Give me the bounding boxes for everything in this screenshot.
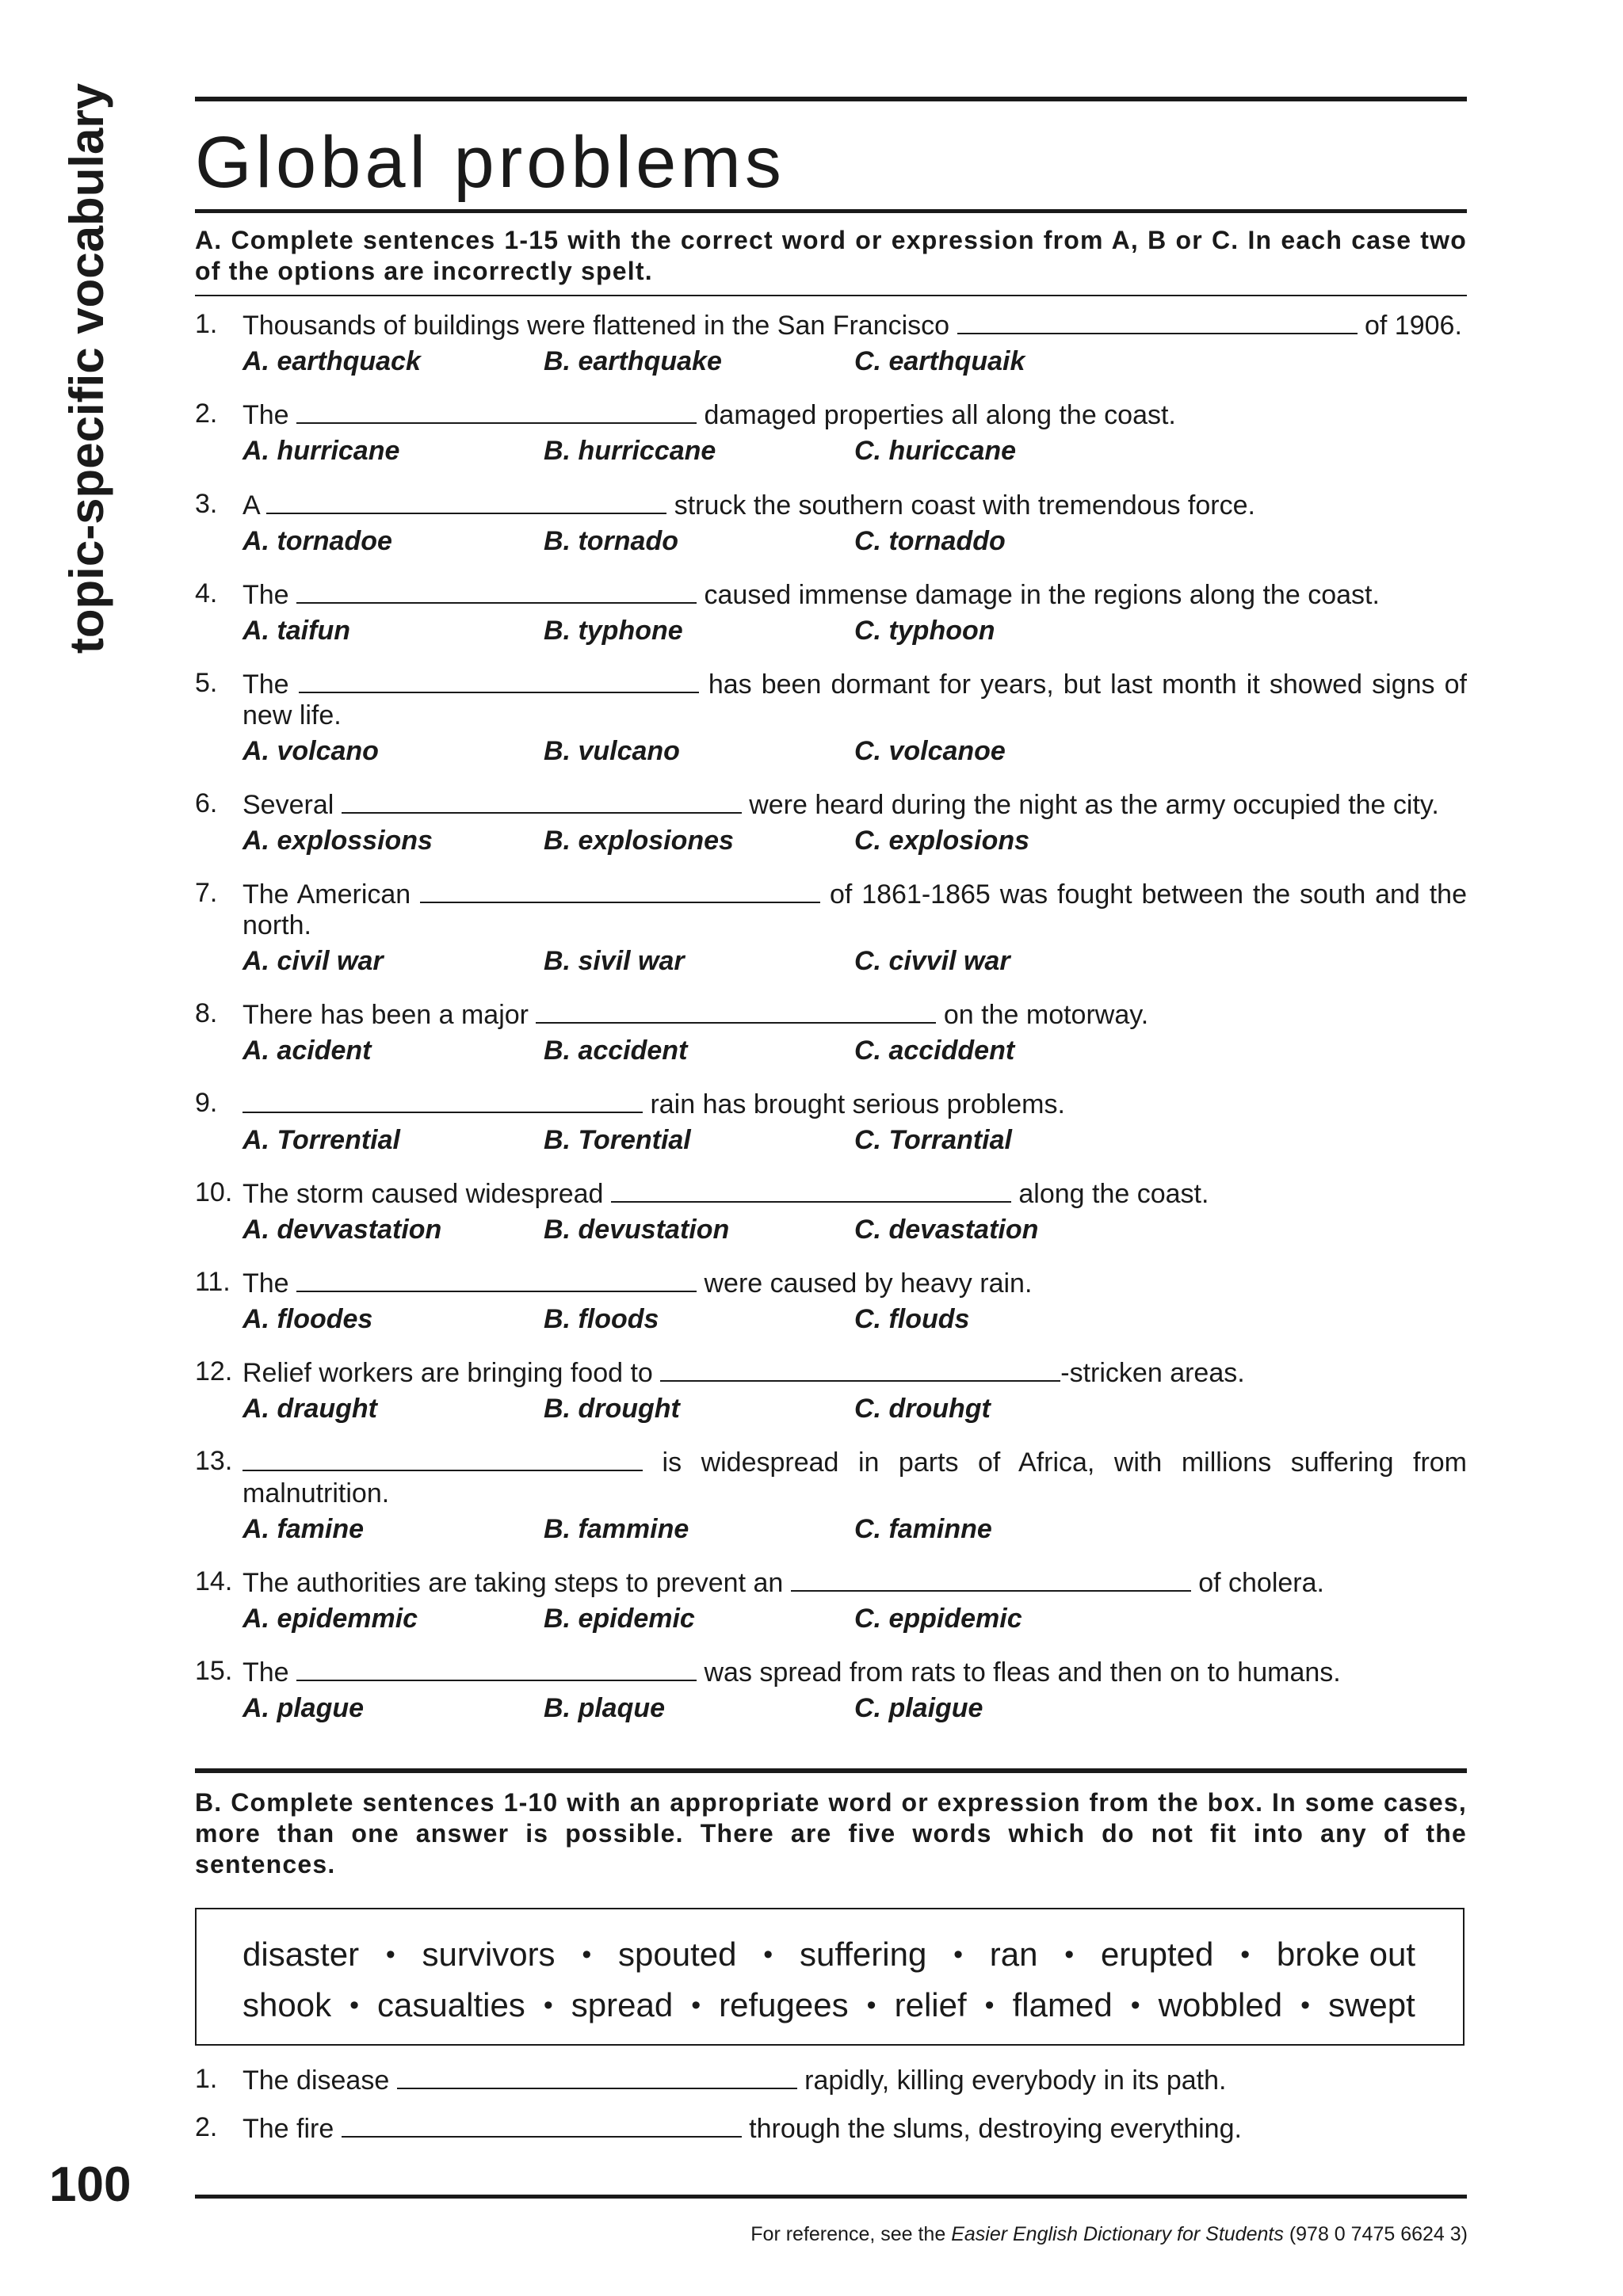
sentence-end: were caused by heavy rain.: [704, 1268, 1033, 1299]
bullet-separator: •: [953, 1939, 963, 1970]
option-c[interactable]: C. volcanoe: [854, 736, 1006, 766]
answer-blank[interactable]: [296, 1267, 697, 1292]
answer-blank[interactable]: [611, 1177, 1011, 1203]
question-sentence: [195, 2064, 1467, 2096]
word-box: [195, 1908, 1465, 2046]
answer-blank[interactable]: [296, 399, 697, 424]
question-sentence: [195, 1088, 1467, 1120]
box-word: swept: [1328, 1986, 1415, 2023]
answer-options: [195, 1210, 1467, 1246]
box-word: ran: [989, 1936, 1038, 1973]
bullet-separator: •: [1300, 1990, 1311, 2020]
footer-book-title: Easier English Dictionary for Students: [951, 2223, 1284, 2245]
page-title: Global problems: [195, 122, 785, 203]
question-sentence: [195, 788, 1467, 821]
answer-blank[interactable]: [397, 2064, 797, 2089]
sentence-end: is widespread in parts of Africa, with millions suffering from malnutrition.: [242, 1447, 1467, 1508]
option-a[interactable]: A. earthquack: [242, 346, 421, 376]
question-number: 15.: [195, 1656, 233, 1686]
footer-prefix: For reference, see the: [750, 2223, 946, 2245]
answer-options: [195, 341, 1467, 378]
question-8: [195, 998, 1467, 1067]
sentence-end: were heard during the night as the army occupied the city.: [749, 790, 1439, 820]
option-a[interactable]: A. plague: [242, 1693, 365, 1723]
question-4: [195, 578, 1467, 647]
sentence-start: The disease: [242, 2065, 390, 2096]
question-number: 7.: [195, 878, 218, 908]
option-a[interactable]: A. famine: [242, 1514, 365, 1544]
sentence-start: The American: [242, 879, 411, 910]
question-number: 12.: [195, 1356, 233, 1386]
answer-blank[interactable]: [242, 1088, 643, 1113]
question-sentence: [195, 878, 1467, 941]
bullet-separator: •: [866, 1990, 876, 2020]
question-number: 9.: [195, 1088, 218, 1118]
answer-options: [195, 1389, 1467, 1425]
option-b[interactable]: B. floods: [544, 1304, 659, 1334]
question-12: [195, 1356, 1467, 1425]
sentence-start: There has been a major: [242, 1000, 529, 1030]
question-sentence: [195, 1566, 1467, 1599]
title-underline: [195, 209, 1467, 213]
option-c[interactable]: C. eppidemic: [854, 1604, 1022, 1634]
question-number: 4.: [195, 578, 218, 608]
question-10: [195, 1177, 1467, 1246]
option-c[interactable]: C. tornaddo: [854, 526, 1006, 556]
option-a[interactable]: A. taifun: [242, 616, 350, 646]
question-number: 6.: [195, 788, 218, 818]
answer-options: [195, 941, 1467, 978]
box-word: erupted: [1100, 1936, 1214, 1973]
answer-options: [195, 1299, 1467, 1336]
bullet-separator: •: [763, 1939, 773, 1970]
option-b[interactable]: B. fammine: [544, 1514, 689, 1544]
option-c[interactable]: C. devastation: [854, 1215, 1039, 1245]
option-a[interactable]: A. floodes: [242, 1304, 373, 1334]
question-number: 2.: [195, 399, 218, 429]
question-number: 10.: [195, 1177, 233, 1207]
section-a-instruction-rule: [195, 295, 1467, 296]
answer-options: [195, 1509, 1467, 1546]
question-sentence: [195, 578, 1467, 611]
box-word: refugees: [719, 1986, 849, 2023]
page-number: 100: [49, 2157, 132, 2212]
option-b[interactable]: B. accident: [544, 1035, 688, 1066]
section-a-instruction: A. Complete sentences 1-15 with the correct word or expression from A, B or C. In each case two of the options are incorrectly spelt.: [195, 226, 1467, 285]
option-b[interactable]: B. tornado: [544, 526, 678, 556]
answer-options: [195, 521, 1467, 558]
sentence-start: Thousands of buildings were flattened in the San Francisco: [242, 311, 950, 341]
sentence-start: The: [242, 669, 289, 700]
answer-blank[interactable]: [299, 668, 699, 693]
sentence-start: The authorities are taking steps to prevent an: [242, 1568, 784, 1598]
answer-options: [195, 1599, 1467, 1635]
answer-blank[interactable]: [242, 1446, 643, 1471]
question-15: [195, 1656, 1467, 1725]
option-a[interactable]: A. epidemmic: [242, 1604, 418, 1634]
sentence-end: rain has brought serious problems.: [650, 1089, 1065, 1119]
section-b-top-rule: [195, 1768, 1467, 1773]
option-a[interactable]: A. acident: [242, 1035, 372, 1066]
option-c[interactable]: C. earthquaik: [854, 346, 1025, 376]
box-word: survivors: [422, 1936, 556, 1973]
section-b-question-2: [195, 2112, 1467, 2145]
sentence-end: caused immense damage in the regions along the coast.: [704, 580, 1380, 610]
sentence-start: Relief workers are bringing food to: [242, 1358, 653, 1388]
question-14: [195, 1566, 1467, 1635]
bullet-separator: •: [349, 1990, 360, 2020]
sentence-end: through the slums, destroying everything.: [749, 2114, 1242, 2144]
answer-blank[interactable]: [296, 578, 697, 604]
question-13: [195, 1446, 1467, 1546]
sentence-end: struck the southern coast with tremendous force.: [674, 490, 1255, 521]
question-3: [195, 489, 1467, 558]
answer-options: [195, 431, 1467, 467]
option-b[interactable]: B. earthquake: [544, 346, 722, 376]
box-word: spread: [571, 1986, 674, 2023]
box-word: relief: [894, 1986, 967, 2023]
question-sentence: [195, 1656, 1467, 1688]
footer-isbn: (978 0 7475 6624 3): [1289, 2223, 1468, 2245]
question-number: 14.: [195, 1566, 233, 1596]
question-sentence: [195, 309, 1467, 341]
answer-blank[interactable]: [536, 998, 936, 1024]
question-2: [195, 399, 1467, 467]
answer-options: [195, 731, 1467, 768]
option-b[interactable]: B. sivil war: [544, 946, 685, 976]
answer-options: [195, 1688, 1467, 1725]
sentence-start: The storm caused widespread: [242, 1179, 604, 1209]
bullet-separator: •: [691, 1990, 701, 2020]
sentence-start: The: [242, 1268, 289, 1299]
sentence-end: of cholera.: [1198, 1568, 1324, 1598]
question-number: 5.: [195, 668, 218, 698]
sentence-start: Several: [242, 790, 334, 820]
option-b[interactable]: B. plaque: [544, 1693, 666, 1723]
answer-blank[interactable]: [660, 1356, 1060, 1382]
sentence-end: was spread from rats to fleas and then on to humans.: [704, 1657, 1341, 1688]
answer-blank[interactable]: [342, 2112, 742, 2138]
answer-options: [195, 821, 1467, 857]
option-b[interactable]: B. explosiones: [544, 826, 734, 856]
option-c[interactable]: C. plaigue: [854, 1693, 983, 1723]
option-a[interactable]: A. volcano: [242, 736, 379, 766]
question-6: [195, 788, 1467, 857]
option-a[interactable]: A. hurricane: [242, 436, 400, 466]
option-b[interactable]: B. epidemic: [544, 1604, 695, 1634]
bottom-rule: [195, 2195, 1467, 2199]
bullet-separator: •: [984, 1990, 995, 2020]
option-b[interactable]: B. Torential: [544, 1125, 691, 1155]
answer-blank[interactable]: [420, 878, 820, 903]
sentence-start: The: [242, 400, 289, 430]
box-word: shook: [242, 1986, 332, 2023]
question-number: 11.: [195, 1267, 231, 1297]
option-c[interactable]: C. civvil war: [854, 946, 1010, 976]
question-number: 1.: [195, 309, 218, 339]
option-c[interactable]: C. huriccane: [854, 436, 1017, 466]
bullet-separator: •: [1130, 1990, 1140, 2020]
answer-blank[interactable]: [296, 1656, 697, 1681]
option-a[interactable]: A. explossions: [242, 826, 433, 856]
sentence-end: -stricken areas.: [1060, 1358, 1245, 1388]
box-word: spouted: [618, 1936, 737, 1973]
top-rule: [195, 97, 1467, 101]
option-c[interactable]: C. Torrantial: [854, 1125, 1012, 1155]
option-c[interactable]: C. explosions: [854, 826, 1030, 856]
answer-blank[interactable]: [266, 489, 666, 514]
option-c[interactable]: C. faminne: [854, 1514, 992, 1544]
answer-options: [195, 1120, 1467, 1157]
question-9: [195, 1088, 1467, 1157]
bullet-separator: •: [1064, 1939, 1075, 1970]
box-word: wobbled: [1158, 1986, 1283, 2023]
option-a[interactable]: A. devvastation: [242, 1215, 442, 1245]
bullet-separator: •: [385, 1939, 395, 1970]
sentence-start: The: [242, 580, 289, 610]
box-word: suffering: [799, 1936, 927, 1973]
sentence-start: The fire: [242, 2114, 334, 2144]
question-sentence: [195, 1446, 1467, 1509]
section-b-question-1: [195, 2064, 1467, 2096]
question-5: [195, 668, 1467, 768]
question-number: 13.: [195, 1446, 233, 1476]
side-label: topic-specific vocabulary: [60, 82, 113, 654]
option-a[interactable]: A. Torrential: [242, 1125, 400, 1155]
question-sentence: [195, 668, 1467, 731]
option-c[interactable]: C. typhoon: [854, 616, 995, 646]
sentence-start: The: [242, 1657, 289, 1688]
answer-blank[interactable]: [791, 1566, 1191, 1592]
sentence-end: of 1906.: [1365, 311, 1462, 341]
option-b[interactable]: B. devustation: [544, 1215, 730, 1245]
sentence-end: has been dormant for years, but last month it showed signs of new life.: [242, 669, 1467, 730]
question-number: 2.: [195, 2112, 218, 2142]
bullet-separator: •: [1240, 1939, 1251, 1970]
sentence-end: on the motorway.: [943, 1000, 1149, 1030]
answer-blank[interactable]: [342, 788, 742, 814]
option-a[interactable]: A. draught: [242, 1394, 377, 1424]
bullet-separator: •: [582, 1939, 592, 1970]
question-sentence: [195, 1267, 1467, 1299]
question-number: 1.: [195, 2064, 218, 2094]
answer-options: [195, 1031, 1467, 1067]
question-sentence: [195, 1177, 1467, 1210]
sentence-end: of 1861-1865 was fought between the south and the north.: [242, 879, 1467, 940]
option-b[interactable]: B. hurriccane: [544, 436, 716, 466]
question-sentence: [195, 1356, 1467, 1389]
word-box-row-2: [242, 1985, 1415, 2025]
answer-options: [195, 611, 1467, 647]
question-number: 3.: [195, 489, 218, 519]
question-1: [195, 309, 1467, 378]
box-word: casualties: [377, 1986, 525, 2023]
option-a[interactable]: A. civil war: [242, 946, 384, 976]
question-sentence: [195, 998, 1467, 1031]
option-b[interactable]: B. typhone: [544, 616, 683, 646]
sentence-end: damaged properties all along the coast.: [704, 400, 1176, 430]
question-sentence: [195, 399, 1467, 431]
option-b[interactable]: B. drought: [544, 1394, 680, 1424]
sentence-end: along the coast.: [1018, 1179, 1209, 1209]
box-word: broke out: [1276, 1936, 1415, 1973]
option-a[interactable]: A. tornadoe: [242, 526, 392, 556]
sentence-end: rapidly, killing everybody in its path.: [804, 2065, 1227, 2096]
option-c[interactable]: C. flouds: [854, 1304, 970, 1334]
sentence-start: A: [242, 490, 259, 521]
question-number: 8.: [195, 998, 218, 1028]
question-sentence: [195, 489, 1467, 521]
question-sentence: [195, 2112, 1467, 2145]
box-word: flamed: [1012, 1986, 1113, 2023]
section-b-instruction: B. Complete sentences 1-10 with an appropriate word or expression from the box. In some cases, more than one answer is possible. There are five words which do not fit into any of the sentences.: [195, 1788, 1467, 1878]
option-b[interactable]: B. vulcano: [544, 736, 680, 766]
answer-blank[interactable]: [957, 309, 1358, 334]
option-c[interactable]: C. acciddent: [854, 1035, 1015, 1066]
question-11: [195, 1267, 1467, 1336]
footer-reference: [750, 2223, 1468, 2246]
word-box-row-1: [242, 1935, 1415, 1974]
option-c[interactable]: C. drouhgt: [854, 1394, 991, 1424]
box-word: disaster: [242, 1936, 360, 1973]
bullet-separator: •: [543, 1990, 553, 2020]
question-7: [195, 878, 1467, 978]
